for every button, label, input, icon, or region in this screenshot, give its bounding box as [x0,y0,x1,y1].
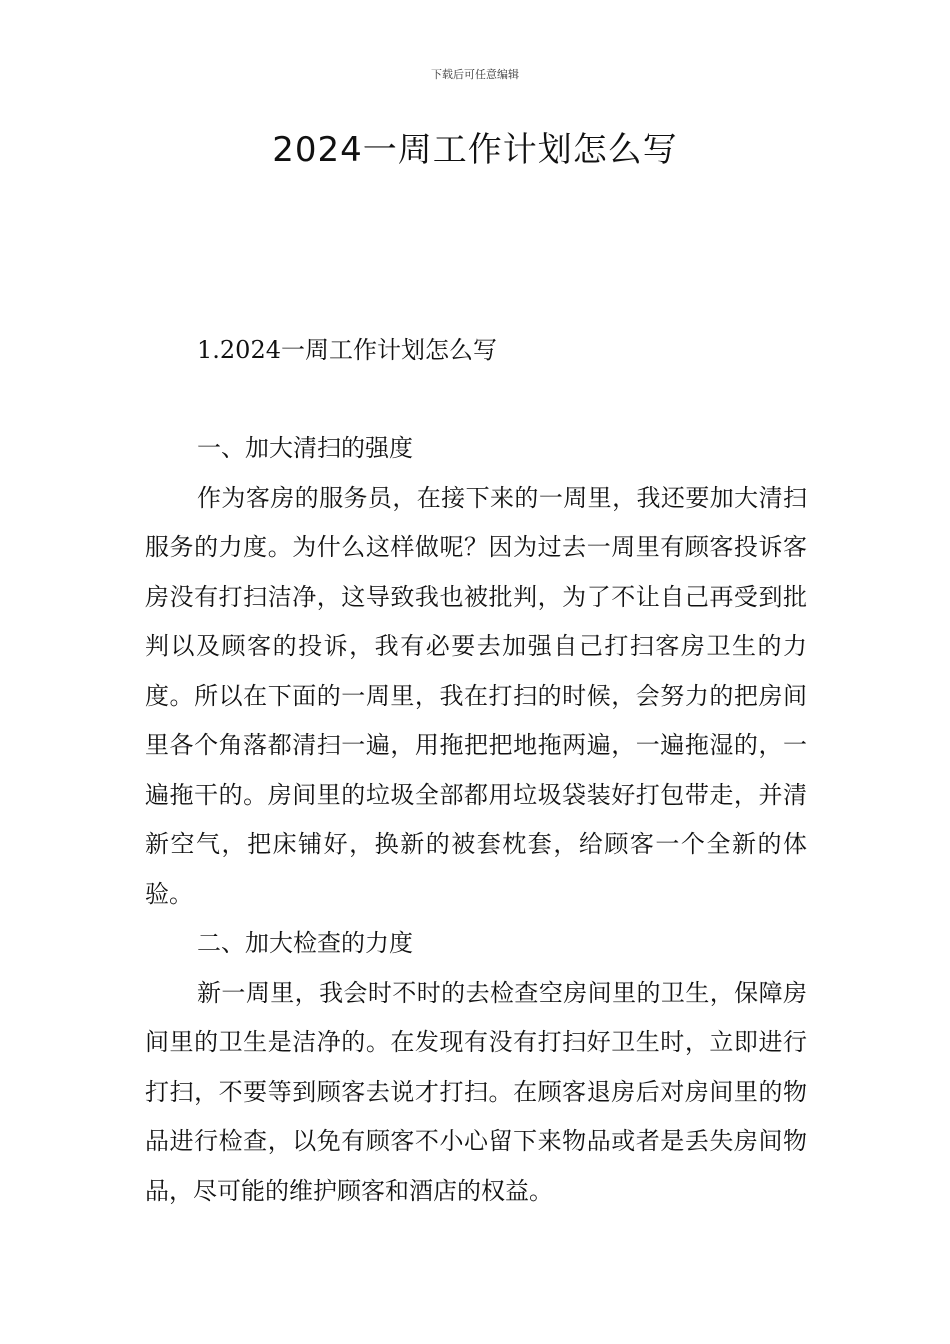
heading-cleaning: 一、加大清扫的强度 [197,434,413,462]
heading-inspection: 二、加大检查的力度 [197,929,413,957]
header-note: 下载后可任意编辑 [431,68,519,81]
section-title: 1.2024一周工作计划怎么写 [197,336,497,364]
document-title: 2024一周工作计划怎么写 [272,130,678,170]
paragraph-inspection: 新一周里，我会时不时的去检查空房间里的卫生，保障房间里的卫生是洁净的。在发现有没有打扫好卫生时，立即进行打扫，不要等到顾客去说才打扫。在顾客退房后对房间里的物品进行检查，以免有顾客不小心留下来物品或者是丢失房间物品，尽可能的维护顾客和酒店的权益。 [145,978,807,1205]
document-body [145,424,807,1216]
paragraph-cleaning: 作为客房的服务员，在接下来的一周里，我还要加大清扫服务的力度。为什么这样做呢？因为过去一周里有顾客投诉客房没有打扫洁净，这导致我也被批判，为了不让自己再受到批判以及顾客的投诉，我有必要去加强自己打扫客房卫生的力度。所以在下面的一周里，我在打扫的时候，会努力的把房间里各个角落都清扫一遍，用拖把把地拖两遍，一遍拖湿的，一遍拖干的。房间里的垃圾全部都用垃圾袋装好打包带走，并清新空气，把床铺好，换新的被套枕套，给顾客一个全新的体验。 [145,483,807,908]
